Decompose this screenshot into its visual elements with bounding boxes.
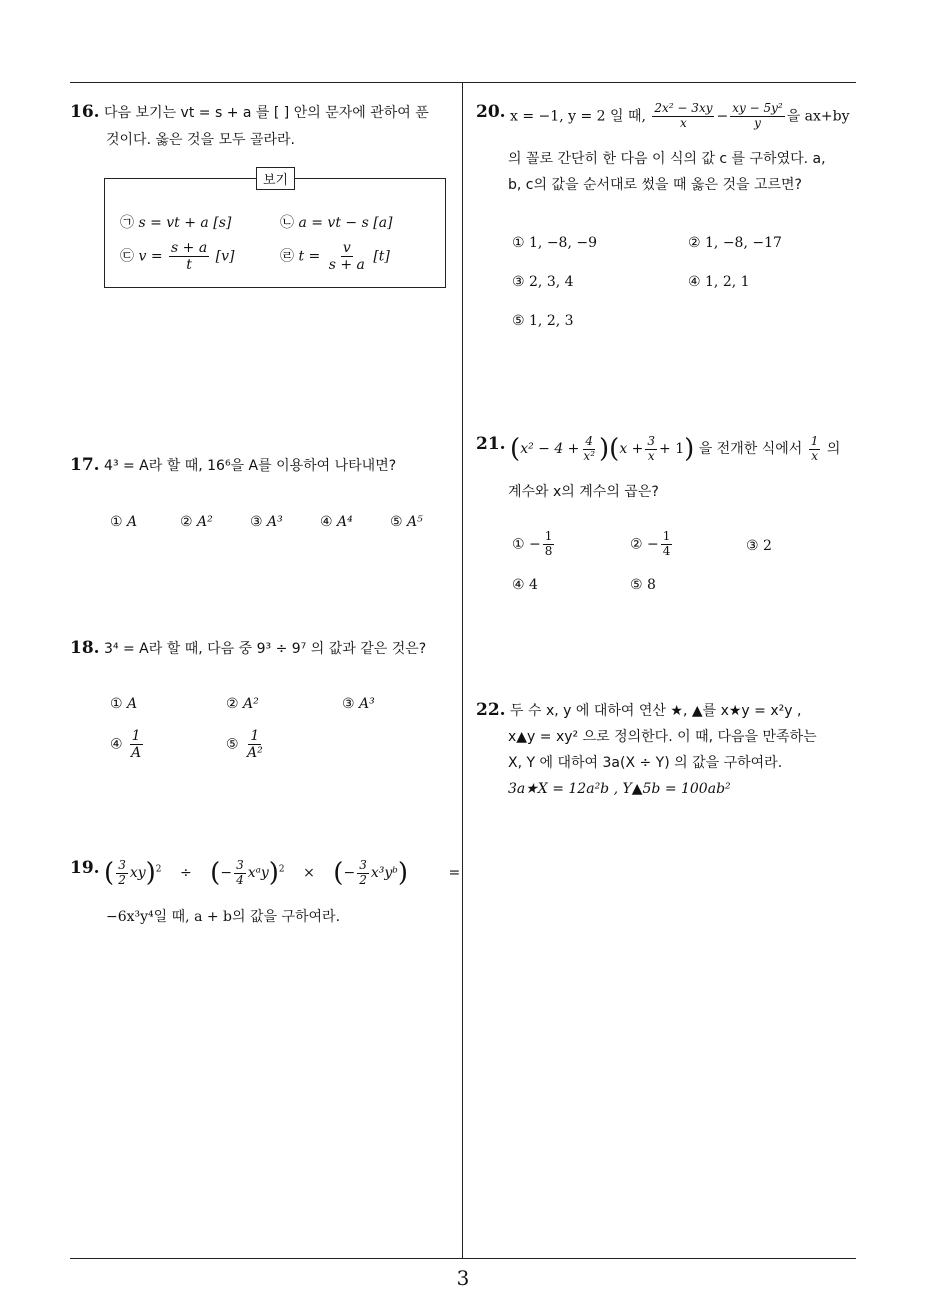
option-5[interactable]: ⑤ A⁵ (390, 514, 423, 530)
question-number: 22. (476, 700, 506, 720)
question-text-line2: 것이다. 옳은 것을 모두 골라라. (106, 132, 295, 148)
example-box-title: 보기 (256, 167, 295, 190)
page-number: 3 (456, 1266, 470, 1290)
option-1[interactable]: ① A (110, 696, 138, 712)
question-number: 19. (70, 858, 100, 878)
question-text: 다음 보기는 vt = s + a 를 [ ] 안의 문자에 관하여 푼 (104, 105, 429, 121)
question-22 (476, 698, 860, 724)
question-text-line2: 의 꼴로 간단히 한 다음 이 식의 값 c 를 구하였다. a, (508, 151, 826, 167)
option-4[interactable]: ④ $\frac{1}{A}$ (110, 728, 142, 762)
question-condition: 3a★X = 12a²b , Y▲5b = 100ab² (508, 781, 731, 797)
option-3[interactable]: ③ 2, 3, 4 (512, 274, 574, 290)
example-item-2: ㉡ a = vt − s [a] (280, 215, 393, 231)
question-21: 21. (x² − 4 + $\frac{4}{\text{x²}}$ )(x + $\frac{3}{x}$ + 1) 을 전개한 식에서 $\frac{1}{x}$ 의 (476, 433, 841, 464)
question-text-line3: X, Y 에 대하여 3a(X ÷ Y) 의 값을 구하여라. (508, 755, 783, 771)
question-text-line2: −6x³y⁴일 때, a + b의 값을 구하여라. (106, 909, 341, 925)
option-3[interactable]: ③ 2 (746, 538, 772, 554)
question-text: 두 수 x, y 에 대하여 연산 ★, ▲를 x★y = x²y , (510, 703, 802, 719)
option-5[interactable]: ⑤ 1, 2, 3 (512, 313, 574, 329)
question-text-line2: x▲y = xy² 으로 정의한다. 이 때, 다음을 만족하는 (508, 729, 817, 745)
question-18 (70, 636, 460, 662)
option-3[interactable]: ③ A³ (250, 514, 283, 530)
question-17 (70, 453, 460, 479)
option-2[interactable]: ② − $\frac{1}{4}$ (630, 529, 671, 558)
option-5[interactable]: ⑤ $\frac{1}{\text{A²}}$ (226, 728, 263, 762)
question-number: 16. (70, 102, 100, 122)
option-5[interactable]: ⑤ 8 (630, 577, 656, 593)
option-1[interactable]: ① 1, −8, −9 (512, 235, 597, 251)
question-20: 20. x = −1, y = 2 일 때, $\frac{\text{2x² − 3xy}}{x}$ − $\frac{\text{xy − 5y²}}{y}$ 을 ax+by (476, 101, 850, 130)
example-item-1: ㉠ s = vt + a [s] (120, 215, 232, 231)
example-item-3: ㉢ v = $\frac{s + a}{t}$ [v] (120, 240, 235, 274)
option-2[interactable]: ② A² (226, 696, 259, 712)
question-number: 21. (476, 434, 506, 454)
question-number: 17. (70, 455, 100, 475)
question-19: 19. ( $\frac{3}{2}$ xy)$^2$ ÷ (− $\frac{3}{4}$ xᵃy)$^2$ × (− $\frac{3}{2}$ x³yᵇ) = (70, 857, 461, 888)
question-text-line3: b, c의 값을 순서대로 썼을 때 옳은 것을 고르면? (508, 177, 802, 193)
question-number: 20. (476, 102, 506, 122)
option-2[interactable]: ② A² (180, 514, 213, 530)
option-4[interactable]: ④ A⁴ (320, 514, 353, 530)
question-number: 18. (70, 638, 100, 658)
option-1[interactable]: ① − $\frac{1}{8}$ (512, 529, 553, 558)
bottom-rule (70, 1258, 856, 1259)
question-text: 4³ = A라 할 때, 16⁶을 A를 이용하여 나타내면? (104, 458, 397, 474)
top-rule (70, 82, 856, 83)
question-16 (70, 100, 450, 126)
question-text: 3⁴ = A라 할 때, 다음 중 9³ ÷ 9⁷ 의 값과 같은 것은? (104, 641, 427, 657)
option-2[interactable]: ② 1, −8, −17 (688, 235, 782, 251)
option-4[interactable]: ④ 4 (512, 577, 538, 593)
column-divider (462, 82, 463, 1258)
example-item-4: ㉣ t = $\frac{v}{s + a}$ [t] (280, 240, 390, 274)
option-3[interactable]: ③ A³ (342, 696, 375, 712)
option-1[interactable]: ① A (110, 514, 138, 530)
option-4[interactable]: ④ 1, 2, 1 (688, 274, 750, 290)
question-text-line2: 계수와 x의 계수의 곱은? (508, 484, 659, 500)
